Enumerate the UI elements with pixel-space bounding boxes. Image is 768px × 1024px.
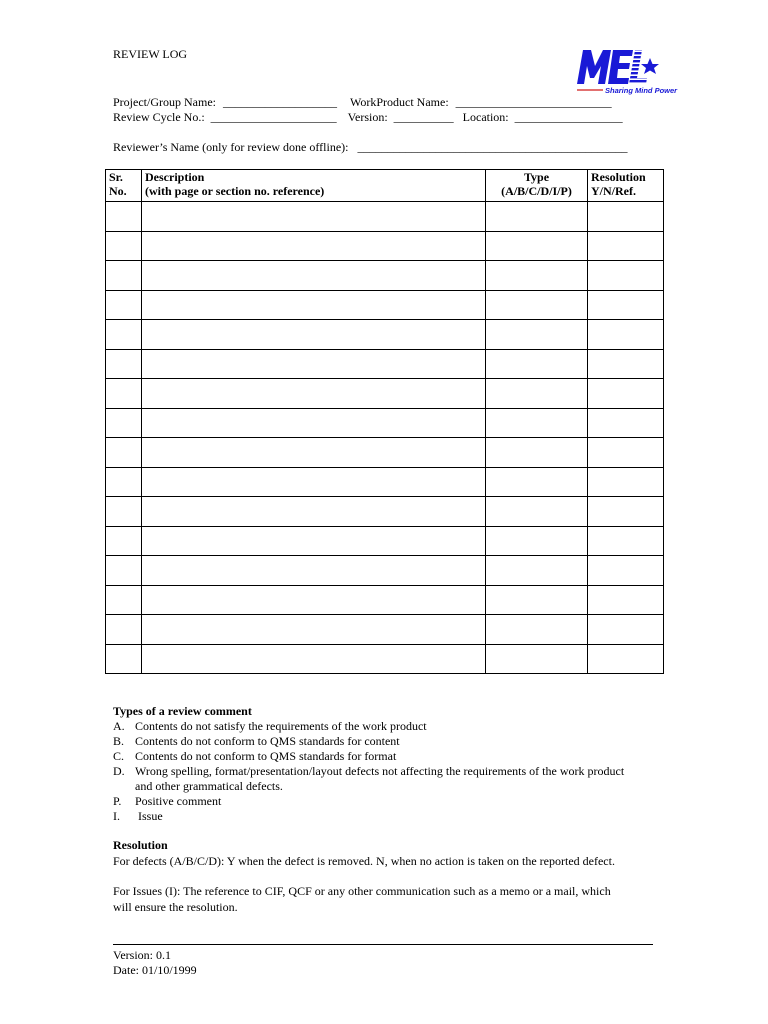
cell-type[interactable] xyxy=(486,379,588,409)
header-type: Type (A/B/C/D/I/P) xyxy=(486,170,588,202)
cell-description[interactable] xyxy=(142,261,486,291)
table-row xyxy=(106,290,664,320)
cell-resolution[interactable] xyxy=(588,497,664,527)
cell-sr-no[interactable] xyxy=(106,231,142,261)
cell-resolution[interactable] xyxy=(588,290,664,320)
cell-resolution[interactable] xyxy=(588,438,664,468)
cell-sr-no[interactable] xyxy=(106,290,142,320)
project-blank: ___________________ xyxy=(222,95,337,109)
cell-sr-no[interactable] xyxy=(106,320,142,350)
reviewer-label: Reviewer’s Name (only for review done offline): xyxy=(113,140,349,154)
table-row xyxy=(106,615,664,645)
cell-resolution[interactable] xyxy=(588,379,664,409)
cell-type[interactable] xyxy=(486,408,588,438)
cell-type[interactable] xyxy=(486,467,588,497)
resolution-heading: Resolution xyxy=(113,838,168,852)
types-heading: Types of a review comment xyxy=(113,704,252,718)
cell-sr-no[interactable] xyxy=(106,261,142,291)
version-blank: __________ xyxy=(393,110,454,124)
cell-type[interactable] xyxy=(486,202,588,232)
type-item: C. Contents do not conform to QMS standards for format xyxy=(113,749,397,763)
review-log-table xyxy=(105,169,664,674)
footer-date: Date: 01/10/1999 xyxy=(113,963,197,977)
table-row xyxy=(106,202,664,232)
type-item: P. Positive comment xyxy=(113,794,222,808)
cell-sr-no[interactable] xyxy=(106,349,142,379)
cycle-blank: _____________________ xyxy=(210,110,337,124)
cycle-label: Review Cycle No.: xyxy=(113,110,205,124)
cell-description[interactable] xyxy=(142,438,486,468)
cell-description[interactable] xyxy=(142,290,486,320)
cell-description[interactable] xyxy=(142,408,486,438)
table-row xyxy=(106,585,664,615)
table-row xyxy=(106,349,664,379)
cell-type[interactable] xyxy=(486,438,588,468)
project-name-field xyxy=(113,95,612,109)
cell-type[interactable] xyxy=(486,644,588,674)
cell-description[interactable] xyxy=(142,320,486,350)
cell-type[interactable] xyxy=(486,585,588,615)
cell-description[interactable] xyxy=(142,526,486,556)
cell-resolution[interactable] xyxy=(588,231,664,261)
location-blank: __________________ xyxy=(514,110,623,124)
cell-description[interactable] xyxy=(142,615,486,645)
cell-sr-no[interactable] xyxy=(106,438,142,468)
table-row xyxy=(106,438,664,468)
table-row xyxy=(106,467,664,497)
cell-description[interactable] xyxy=(142,379,486,409)
cell-resolution[interactable] xyxy=(588,261,664,291)
cell-type[interactable] xyxy=(486,615,588,645)
cell-resolution[interactable] xyxy=(588,585,664,615)
header-description: Description (with page or section no. reference) xyxy=(142,170,486,202)
type-item: B. Contents do not conform to QMS standards for content xyxy=(113,734,400,748)
cell-description[interactable] xyxy=(142,202,486,232)
cell-type[interactable] xyxy=(486,320,588,350)
table-header-row xyxy=(106,170,664,202)
cell-resolution[interactable] xyxy=(588,644,664,674)
project-label: Project/Group Name: xyxy=(113,95,216,109)
header-resolution: Resolution Y/N/Ref. xyxy=(588,170,664,202)
table-row xyxy=(106,379,664,409)
cell-resolution[interactable] xyxy=(588,202,664,232)
table-row xyxy=(106,526,664,556)
type-item: D. Wrong spelling, format/presentation/layout defects not affecting the requirements of the work product and other grammatical defects. xyxy=(113,764,625,793)
page-title: REVIEW LOG xyxy=(113,47,188,61)
table-row xyxy=(106,320,664,350)
resolution-issues-text-1: For Issues (I): The reference to CIF, QCF or any other communication such as a memo or a mail, which xyxy=(113,884,611,898)
cell-resolution[interactable] xyxy=(588,467,664,497)
cell-sr-no[interactable] xyxy=(106,526,142,556)
location-label: Location: xyxy=(462,110,509,124)
mel-logo xyxy=(575,44,678,98)
reviewer-blank: _____________________________________________ xyxy=(357,140,628,154)
cell-description[interactable] xyxy=(142,467,486,497)
cell-sr-no[interactable] xyxy=(106,615,142,645)
footer-divider xyxy=(113,944,653,945)
header-sr-no: Sr. No. xyxy=(106,170,142,202)
workproduct-blank: __________________________ xyxy=(455,95,612,109)
cell-description[interactable] xyxy=(142,349,486,379)
resolution-issues-text-2: will ensure the resolution. xyxy=(113,899,238,914)
version-label: Version: xyxy=(347,110,388,124)
cell-type[interactable] xyxy=(486,556,588,586)
cell-sr-no[interactable] xyxy=(106,202,142,232)
table-row xyxy=(106,556,664,586)
cell-sr-no[interactable] xyxy=(106,585,142,615)
cell-sr-no[interactable] xyxy=(106,467,142,497)
resolution-section xyxy=(113,838,673,915)
cell-resolution[interactable] xyxy=(588,556,664,586)
table-row xyxy=(106,644,664,674)
cell-description[interactable] xyxy=(142,585,486,615)
type-item: A. Contents do not satisfy the requirements of the work product xyxy=(113,719,427,733)
cell-description[interactable] xyxy=(142,556,486,586)
cell-resolution[interactable] xyxy=(588,408,664,438)
workproduct-label: WorkProduct Name: xyxy=(349,95,449,109)
table-row xyxy=(106,408,664,438)
review-cycle-field xyxy=(113,110,623,124)
cell-description[interactable] xyxy=(142,497,486,527)
table-row xyxy=(106,497,664,527)
cell-description[interactable] xyxy=(142,231,486,261)
cell-resolution[interactable] xyxy=(588,526,664,556)
cell-resolution[interactable] xyxy=(588,615,664,645)
cell-sr-no[interactable] xyxy=(106,379,142,409)
resolution-defects-text: For defects (A/B/C/D): Y when the defect is removed. N, when no action is taken on the reported defect. xyxy=(113,853,615,868)
cell-type[interactable] xyxy=(486,261,588,291)
cell-sr-no[interactable] xyxy=(106,497,142,527)
cell-type[interactable] xyxy=(486,497,588,527)
table-row xyxy=(106,231,664,261)
review-comment-types xyxy=(113,704,673,824)
cell-type[interactable] xyxy=(486,349,588,379)
table-row xyxy=(106,261,664,291)
cell-description[interactable] xyxy=(142,644,486,674)
type-item: I. Issue xyxy=(113,809,163,823)
reviewer-name-field xyxy=(113,140,627,154)
cell-sr-no[interactable] xyxy=(106,644,142,674)
cell-resolution[interactable] xyxy=(588,320,664,350)
cell-sr-no[interactable] xyxy=(106,556,142,586)
cell-type[interactable] xyxy=(486,231,588,261)
logo-tagline: Sharing Mind Power xyxy=(605,86,678,95)
footer-version: Version: 0.1 xyxy=(113,948,171,962)
cell-sr-no[interactable] xyxy=(106,408,142,438)
cell-resolution[interactable] xyxy=(588,349,664,379)
cell-type[interactable] xyxy=(486,526,588,556)
cell-type[interactable] xyxy=(486,290,588,320)
